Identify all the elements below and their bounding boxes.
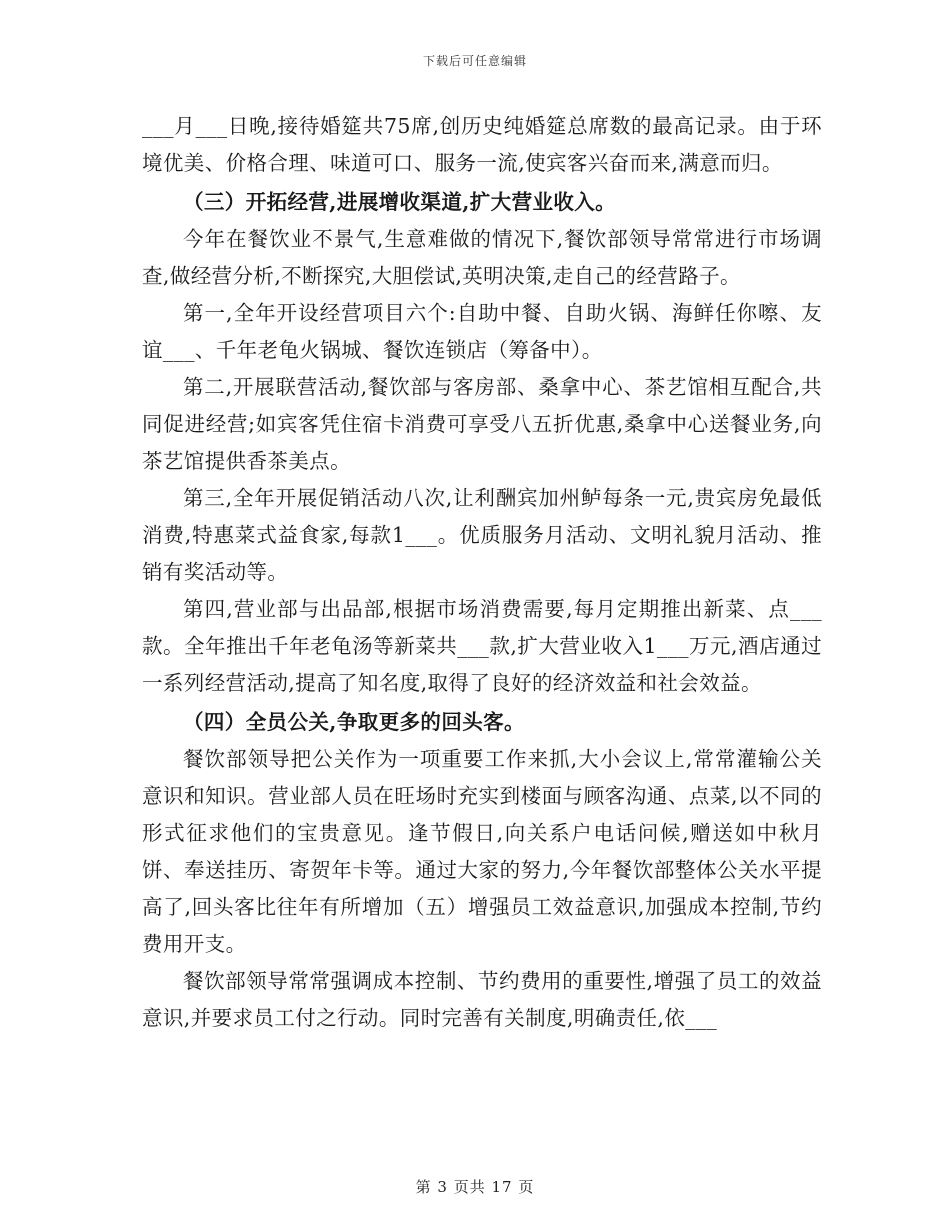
document-body [142, 108, 822, 1037]
page-header: 下载后可任意编辑 [422, 54, 527, 68]
section-heading: （三）开拓经营,进展增收渠道,扩大营业收入。 [183, 190, 617, 214]
body-paragraph: ___月___日晚,接待婚筵共75席,创历史纯婚筵总席数的最高记录。由于环境优美、价格合理、味道可口、服务一流,使宾客兴奋而来,满意而归。 [142, 114, 822, 175]
page-footer: 第 3 页共 17 页 [415, 1178, 535, 1196]
body-paragraph: 第二,开展联营活动,餐饮部与客房部、桑拿中心、茶艺馆相互配合,共同促进经营;如宾客凭住宿卡消费可享受八五折优惠,桑拿中心送餐业务,向茶艺馆提供香茶美点。 [142, 375, 822, 473]
body-paragraph: 第一,全年开设经营项目六个:自助中餐、自助火锅、海鲜任你嚓、友谊___、千年老龟火锅城、餐饮连锁店（筹备中）。 [142, 301, 822, 362]
body-paragraph: 第三,全年开展促销活动八次,让利酬宾加州鲈每条一元,贵宾房免最低消费,特惠菜式益食家,每款1___。优质服务月活动、文明礼貌月活动、推销有奖活动等。 [142, 486, 822, 584]
section-heading: （四）全员公关,争取更多的回头客。 [183, 710, 525, 734]
body-paragraph: 餐饮部领导常常强调成本控制、节约费用的重要性,增强了员工的效益意识,并要求员工付之行动。同时完善有关制度,明确责任,依___ [142, 969, 822, 1030]
body-paragraph: 今年在餐饮业不景气,生意难做的情况下,餐饮部领导常常进行市场调查,做经营分析,不断探究,大胆偿试,英明决策,走自己的经营路子。 [142, 227, 822, 288]
body-paragraph: 餐饮部领导把公关作为一项重要工作来抓,大小会议上,常常灌输公关意识和知识。营业部人员在旺场时充实到楼面与顾客沟通、点菜,以不同的形式征求他们的宝贵意见。逢节假日,向关系户电话问候,赠送如中秋月饼、奉送挂历、寄贺年卡等。通过大家的努力,今年餐饮部整体公关水平提高了,回头客比往年有所增加（五）增强员工效益意识,加强成本控制,节约费用开支。 [142, 747, 822, 956]
body-paragraph: 第四,营业部与出品部,根据市场消费需要,每月定期推出新菜、点___款。全年推出千年老龟汤等新菜共___款,扩大营业收入1___万元,酒店通过一系列经营活动,提高了知名度,取得了良好的经济效益和社会效益。 [142, 597, 822, 695]
